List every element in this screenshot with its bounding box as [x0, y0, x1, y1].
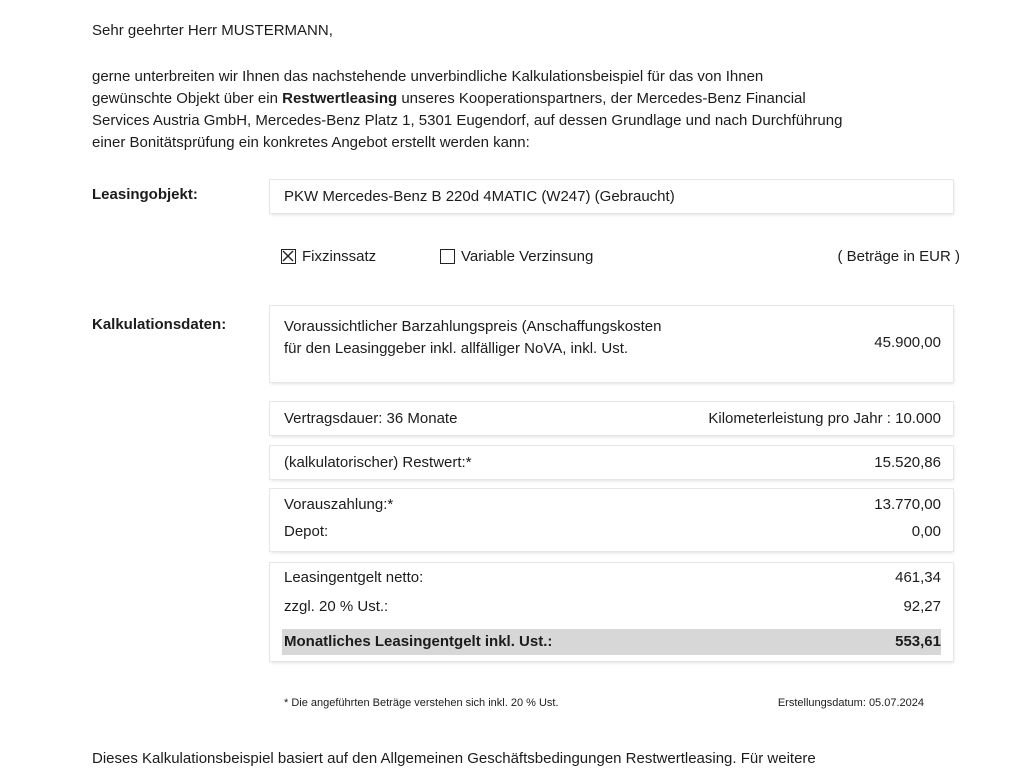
- restwert-value: 15.520,86: [874, 454, 941, 471]
- intro-line-2-pre: gewünschte Objekt über ein: [92, 90, 283, 107]
- restwert-label: (kalkulatorischer) Restwert:*: [284, 454, 472, 471]
- leasingentgelt-box: [270, 563, 953, 661]
- checked-x-icon: [282, 250, 294, 262]
- ust-label: zzgl. 20 % Ust.:: [284, 598, 389, 615]
- footnote: * Die angeführten Beträge verstehen sich inkl. 20 % Ust.: [284, 697, 559, 709]
- variable-verzinsung-label: Variable Verzinsung: [461, 248, 594, 265]
- intro-line-4: einer Bonitätsprüfung ein konkretes Angebot erstellt werden kann:: [92, 134, 530, 151]
- salutation: Sehr geehrter Herr MUSTERMANN,: [92, 22, 333, 39]
- vertragsdauer-box: [270, 402, 953, 435]
- vorauszahlung-value: 13.770,00: [874, 496, 941, 513]
- netto-label: Leasingentgelt netto:: [284, 569, 424, 586]
- barzahlungspreis-line-2: für den Leasinggeber inkl. allfälliger NoVA, inkl. Ust.: [284, 340, 629, 357]
- restwertleasing-emphasis: Restwertleasing: [282, 90, 398, 107]
- vertragsdauer: Vertragsdauer: 36 Monate: [284, 410, 458, 427]
- fixzinssatz-label: Fixzinssatz: [302, 248, 377, 265]
- fixzinssatz-checkbox[interactable]: [281, 249, 296, 264]
- variable-verzinsung-option[interactable]: [440, 246, 593, 268]
- monatlich-bar: [282, 629, 941, 655]
- leasingobjekt-value: PKW Mercedes-Benz B 220d 4MATIC (W247) (Gebraucht): [284, 188, 675, 205]
- variable-verzinsung-checkbox[interactable]: [440, 249, 455, 264]
- intro-line-2: [92, 88, 962, 110]
- intro-paragraph: [92, 66, 962, 154]
- intro-line-2-post: unseres Kooperationspartners, der Mercedes-Benz Financial: [397, 90, 806, 107]
- erstellungsdatum: Erstellungsdatum: 05.07.2024: [777, 697, 924, 709]
- kilometerleistung: Kilometerleistung pro Jahr : 10.000: [708, 410, 941, 427]
- monatlich-label: Monatliches Leasingentgelt inkl. Ust.:: [284, 633, 553, 650]
- intro-line-3: Services Austria GmbH, Mercedes-Benz Platz 1, 5301 Eugendorf, auf dessen Grundlage und nach Durchführung: [92, 112, 843, 129]
- kalkulationsdaten-label: Kalkulationsdaten:: [92, 316, 227, 333]
- intro-line-1: gerne unterbreiten wir Ihnen das nachstehende unverbindliche Kalkulationsbeispiel für das von Ihnen: [92, 68, 764, 85]
- currency-note: ( Beträge in EUR ): [837, 248, 960, 265]
- leasingobjekt-box: [270, 180, 953, 213]
- barzahlungspreis-box: [270, 306, 953, 382]
- netto-value: 461,34: [895, 569, 941, 586]
- leasingobjekt-label: Leasingobjekt:: [92, 186, 198, 203]
- vorauszahlung-label: Vorauszahlung:*: [284, 496, 394, 513]
- barzahlungspreis-value: 45.900,00: [874, 334, 941, 351]
- restwert-box: [270, 446, 953, 479]
- vorauszahlung-box: [270, 489, 953, 551]
- depot-label: Depot:: [284, 523, 329, 540]
- barzahlungspreis-line-1: Voraussichtlicher Barzahlungspreis (Anschaffungskosten: [284, 318, 662, 335]
- monatlich-value: 553,61: [895, 633, 941, 650]
- fixzinssatz-option[interactable]: [281, 246, 376, 268]
- depot-value: 0,00: [911, 523, 941, 540]
- ust-value: 92,27: [903, 598, 941, 615]
- closing-paragraph: Dieses Kalkulationsbeispiel basiert auf den Allgemeinen Geschäftsbedingungen Restwertleasing. Für weitere: [92, 750, 816, 767]
